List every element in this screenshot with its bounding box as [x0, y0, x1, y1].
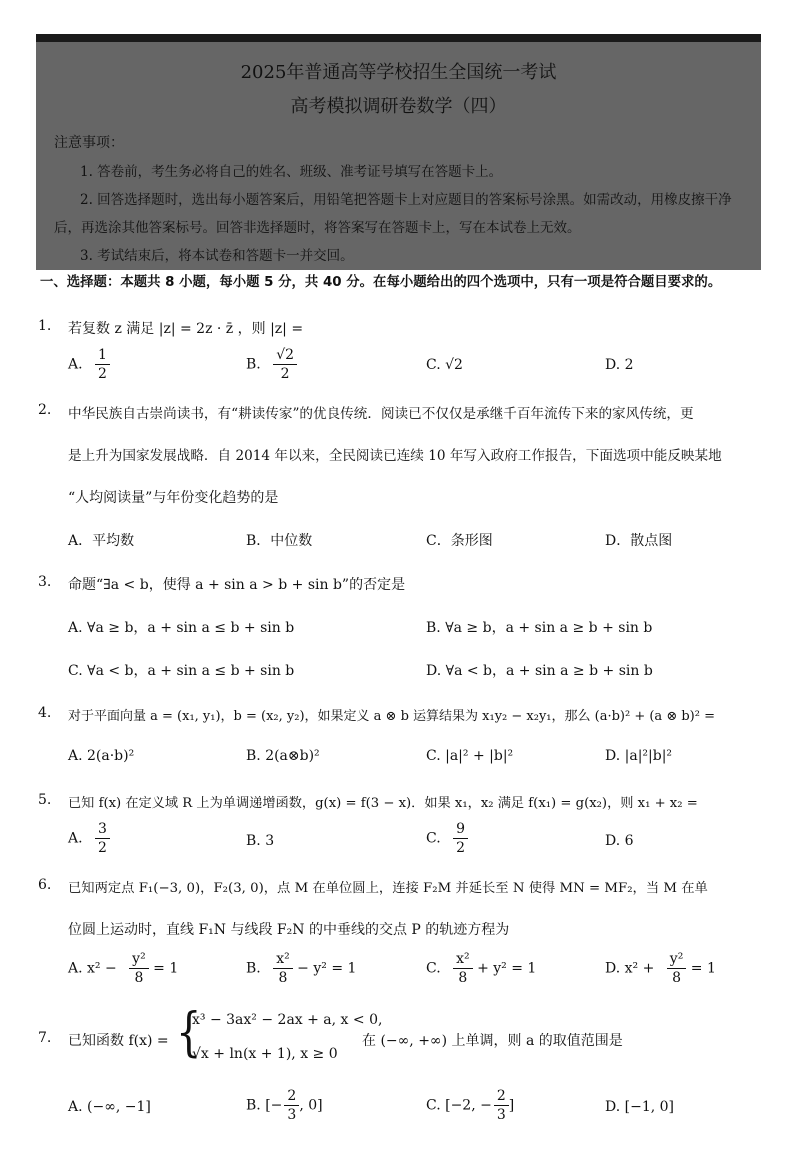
q5-option-a	[68, 820, 110, 857]
option-tail: = 1	[690, 960, 716, 977]
section-heading: 一、选择题：本题共 8 小题，每小题 5 分，共 40 分。在每小题给出的四个选项中，只有一项是符合题目要求的。	[40, 275, 722, 290]
denominator: 3	[496, 1107, 506, 1123]
q3-option-a: A. ∀a ≥ b，a + sin a ≤ b + sin b	[68, 620, 295, 636]
option-label: B. [−	[246, 1097, 283, 1114]
numerator: y²	[129, 950, 149, 969]
option-tail: , 0]	[299, 1097, 323, 1114]
notice-item-3: 3. 考试结束后，将本试卷和答题卡一并交回。	[80, 248, 354, 264]
fraction	[453, 950, 473, 987]
q7-prefix: 已知函数 f(x) =	[68, 1033, 169, 1049]
fraction	[667, 950, 687, 987]
q6-line-1: 已知两定点 F₁(−3, 0)，F₂(3, 0)，点 M 在单位圆上，连接 F₂M 并延长至 N 使得 MN = MF₂，当 M 在单	[68, 881, 708, 896]
q2-option-c: C．条形图	[426, 533, 493, 549]
q2-option-b: B．中位数	[246, 533, 313, 549]
q1-option-c: C. √2	[426, 357, 463, 373]
question-number: 3.	[38, 574, 52, 590]
q3-option-c: C. ∀a < b，a + sin a ≤ b + sin b	[68, 663, 295, 679]
q4-text: 对于平面向量 a = (x₁, y₁)，b = (x₂, y₂)，如果定义 a ⊗ b 运算结果为 x₁y₂ − x₂y₁，那么 (a·b)² + (a ⊗ b)² =	[68, 709, 715, 724]
fraction	[494, 1087, 509, 1124]
q4-option-d: D. |a|²|b|²	[605, 748, 673, 764]
q7-case-1: x³ − 3ax² − 2ax + a, x < 0,	[192, 1012, 383, 1028]
q6-line-2: 位圆上运动时，直线 F₁N 与线段 F₂N 的中垂线的交点 P 的轨迹方程为	[68, 922, 510, 938]
option-label: D. x² +	[605, 960, 655, 977]
q5-option-b: B. 3	[246, 833, 275, 849]
option-label: C.	[426, 830, 441, 847]
option-tail: ]	[508, 1097, 515, 1114]
option-tail: + y² = 1	[477, 960, 537, 977]
q2-option-d: D．散点图	[605, 533, 673, 549]
question-number: 4.	[38, 705, 52, 721]
fraction	[95, 820, 110, 857]
q1-option-a	[68, 346, 110, 383]
q2-line-3: “人均阅读量”与年份变化趋势的是	[68, 490, 279, 506]
fraction	[95, 346, 110, 383]
q6-option-d	[605, 950, 716, 987]
numerator: 3	[95, 820, 110, 839]
q7-option-d: D. [−1, 0]	[605, 1099, 674, 1115]
q1-option-d: D. 2	[605, 357, 634, 373]
q2-option-a: A．平均数	[68, 533, 135, 549]
question-number: 5.	[38, 792, 52, 808]
q2-line-1: 中华民族自古崇尚读书，有“耕读传家”的优良传统．阅读已不仅仅是承继千百年流传下来的家风传统，更	[68, 406, 694, 422]
option-label: A. x² −	[68, 960, 117, 977]
fraction	[284, 1087, 299, 1124]
exam-header	[36, 42, 761, 270]
option-label: C. [−2, −	[426, 1097, 492, 1114]
question-number: 1.	[38, 318, 52, 334]
denominator: 2	[98, 840, 107, 856]
q7-option-a: A. (−∞, −1]	[68, 1099, 151, 1115]
numerator: 9	[453, 820, 468, 839]
q6-option-b	[246, 950, 356, 987]
numerator: 2	[494, 1087, 509, 1106]
q7-option-c	[426, 1087, 514, 1124]
denominator: 2	[98, 366, 107, 382]
q5-option-c	[426, 820, 468, 857]
option-tail: − y² = 1	[297, 960, 357, 977]
denominator: 2	[456, 840, 466, 856]
question-number: 7.	[38, 1030, 52, 1046]
q4-option-c: C. |a|² + |b|²	[426, 748, 514, 764]
exam-title: 2025年普通高等学校招生全国统一考试	[240, 62, 557, 83]
question-number: 2.	[38, 402, 52, 418]
denominator: 8	[458, 970, 468, 986]
q1-option-b	[246, 346, 297, 383]
option-label: C.	[426, 960, 441, 977]
notice-item-2: 2. 回答选择题时，选出每小题答案后，用铅笔把答题卡上对应题目的答案标号涂黑。如需改动，用橡皮擦干净后，再选涂其他答案标号。回答非选择题时，将答案写在答题卡上，写在本试卷上无效。	[54, 192, 732, 236]
fraction	[273, 346, 297, 383]
header-top-rule	[36, 34, 761, 42]
q4-option-a: A. 2(a·b)²	[68, 748, 135, 764]
fraction	[273, 950, 293, 987]
question-number: 6.	[38, 877, 52, 893]
denominator: 8	[672, 970, 681, 986]
q2-line-2: 是上升为国家发展战略．自 2014 年以来，全民阅读已连续 10 年写入政府工作报告，下面选项中能反映某地	[68, 448, 722, 464]
fraction	[129, 950, 149, 987]
q7-suffix: 在 (−∞, +∞) 上单调，则 a 的取值范围是	[362, 1033, 623, 1049]
notice-item-1: 1. 答卷前，考生务必将自己的姓名、班级、准考证号填写在答题卡上。	[80, 164, 503, 180]
notice-heading: 注意事项：	[54, 135, 124, 151]
numerator: √2	[273, 346, 297, 365]
q4-option-b: B. 2(a⊗b)²	[246, 748, 320, 764]
numerator: 2	[284, 1087, 299, 1106]
q5-text: 已知 f(x) 在定义域 R 上为单调递增函数，g(x) = f(3 − x)．如果 x₁，x₂ 满足 f(x₁) = g(x₂)，则 x₁ + x₂ =	[68, 796, 698, 811]
denominator: 8	[134, 970, 144, 986]
q6-option-a	[68, 950, 178, 987]
q5-option-d: D. 6	[605, 833, 634, 849]
option-label: B.	[246, 960, 261, 977]
numerator: x²	[273, 950, 293, 969]
question-text: 命题“∃a < b，使得 a + sin a > b + sin b”的否定是	[68, 577, 406, 593]
denominator: 2	[280, 366, 290, 382]
fraction	[453, 820, 468, 857]
denominator: 8	[278, 970, 288, 986]
q3-option-d: D. ∀a < b，a + sin a ≥ b + sin b	[426, 663, 653, 679]
option-label: B.	[246, 356, 261, 373]
option-label: A.	[68, 830, 83, 847]
question-text: 若复数 z 满足 |z| = 2z · z̄ ，则 |z| =	[68, 321, 304, 337]
q3-option-b: B. ∀a ≥ b，a + sin a ≥ b + sin b	[426, 620, 653, 636]
denominator: 3	[287, 1107, 297, 1123]
q7-case-2: √x + ln(x + 1), x ≥ 0	[192, 1046, 338, 1062]
option-label: A.	[68, 356, 83, 373]
piecewise-brace: {	[176, 1003, 202, 1063]
numerator: 1	[95, 346, 110, 365]
q7-option-b	[246, 1087, 323, 1124]
exam-subtitle: 高考模拟调研卷数学（四）	[290, 96, 507, 117]
q6-option-c	[426, 950, 536, 987]
numerator: x²	[453, 950, 473, 969]
numerator: y²	[667, 950, 687, 969]
option-tail: = 1	[153, 960, 179, 977]
